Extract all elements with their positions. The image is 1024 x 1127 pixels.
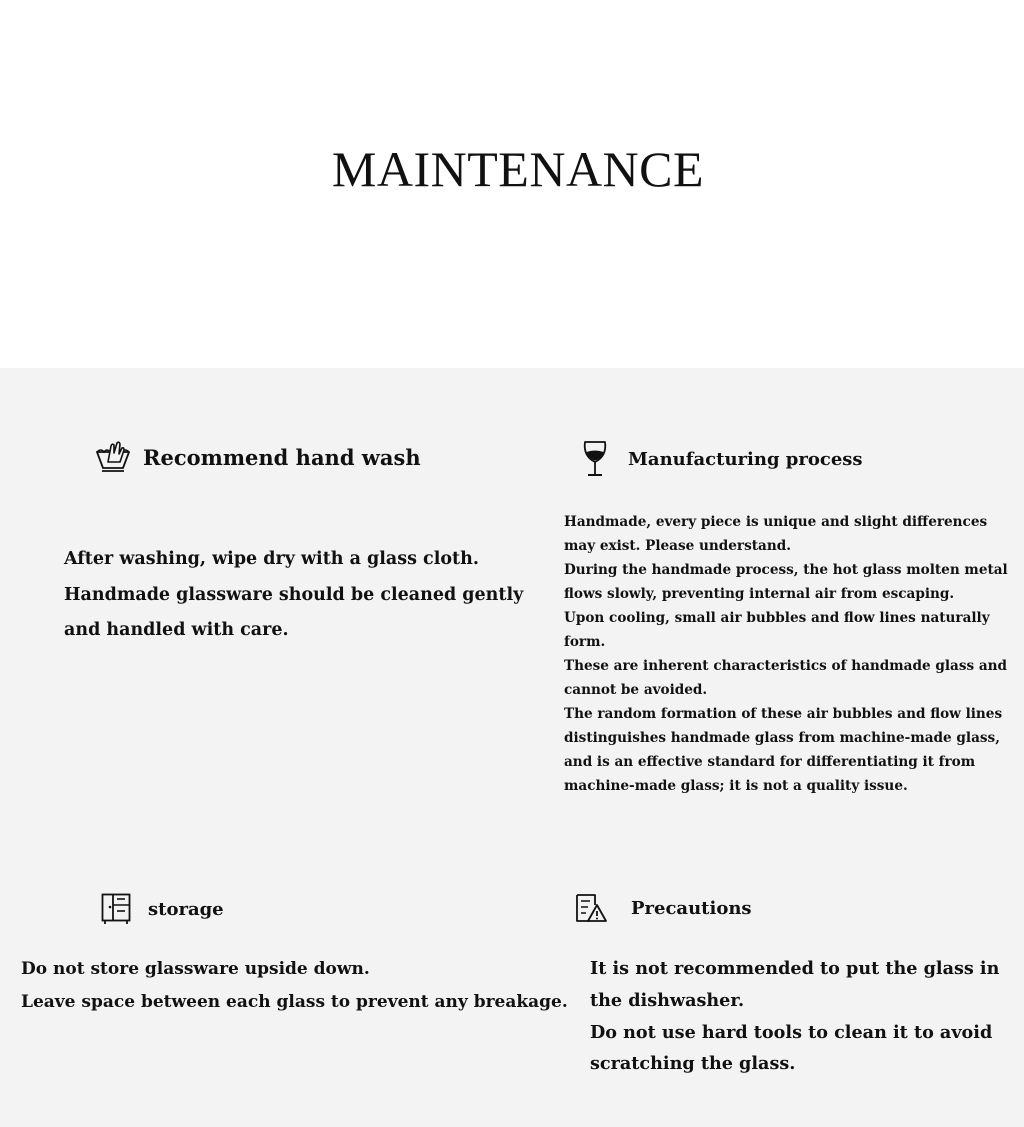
storage-title: storage: [148, 898, 224, 920]
manufacturing-line: form.: [564, 634, 606, 650]
precautions-heading: [575, 893, 752, 923]
precautions-line: the dishwasher.: [590, 989, 745, 1011]
precautions-text: [590, 953, 999, 1080]
storage-heading: [101, 893, 224, 925]
cabinet-icon: [101, 893, 131, 925]
hand-wash-line: Handmade glassware should be cleaned gently: [64, 584, 524, 605]
manufacturing-line: These are inherent characteristics of handmade glass and: [564, 658, 1008, 674]
manufacturing-line: distinguishes handmade glass from machine-made glass,: [564, 730, 1000, 746]
precautions-line: scratching the glass.: [590, 1053, 796, 1075]
precautions-title: Precautions: [631, 897, 752, 919]
manufacturing-heading: [582, 440, 863, 478]
manufacturing-line: During the handmade process, the hot glass molten metal: [564, 562, 1008, 578]
manufacturing-line: The random formation of these air bubbles and flow lines: [564, 706, 1003, 722]
manufacturing-line: Handmade, every piece is unique and slight differences: [564, 514, 988, 530]
manufacturing-title: Manufacturing process: [628, 448, 863, 470]
header-area: [0, 0, 1024, 368]
hand-wash-text: [64, 542, 523, 649]
wine-glass-icon: [582, 440, 608, 478]
manufacturing-line: cannot be avoided.: [564, 682, 708, 698]
manufacturing-line: Upon cooling, small air bubbles and flow lines naturally: [564, 610, 990, 626]
manufacturing-line: flows slowly, preventing internal air from escaping.: [564, 586, 955, 602]
precautions-line: Do not use hard tools to clean it to avoid: [590, 1021, 993, 1043]
precautions-line: It is not recommended to put the glass in: [590, 958, 1000, 979]
manufacturing-text: [564, 510, 1008, 798]
storage-text: [21, 953, 568, 1019]
storage-line: Do not store glassware upside down.: [21, 959, 370, 979]
manufacturing-line: and is an effective standard for differentiating it from: [564, 754, 976, 770]
storage-line: Leave space between each glass to prevent any breakage.: [21, 992, 568, 1012]
page-title: MAINTENANCE: [331, 141, 705, 197]
manufacturing-line: may exist. Please understand.: [564, 538, 791, 554]
hand-wash-line: After washing, wipe dry with a glass cloth.: [64, 549, 479, 569]
hand-wash-icon: [95, 440, 131, 474]
hand-wash-heading: [95, 440, 421, 474]
hand-wash-title: Recommend hand wash: [143, 444, 421, 470]
manufacturing-line: machine-made glass; it is not a quality issue.: [564, 778, 908, 794]
hand-wash-line: and handled with care.: [64, 620, 289, 640]
warning-document-icon: [575, 893, 607, 923]
